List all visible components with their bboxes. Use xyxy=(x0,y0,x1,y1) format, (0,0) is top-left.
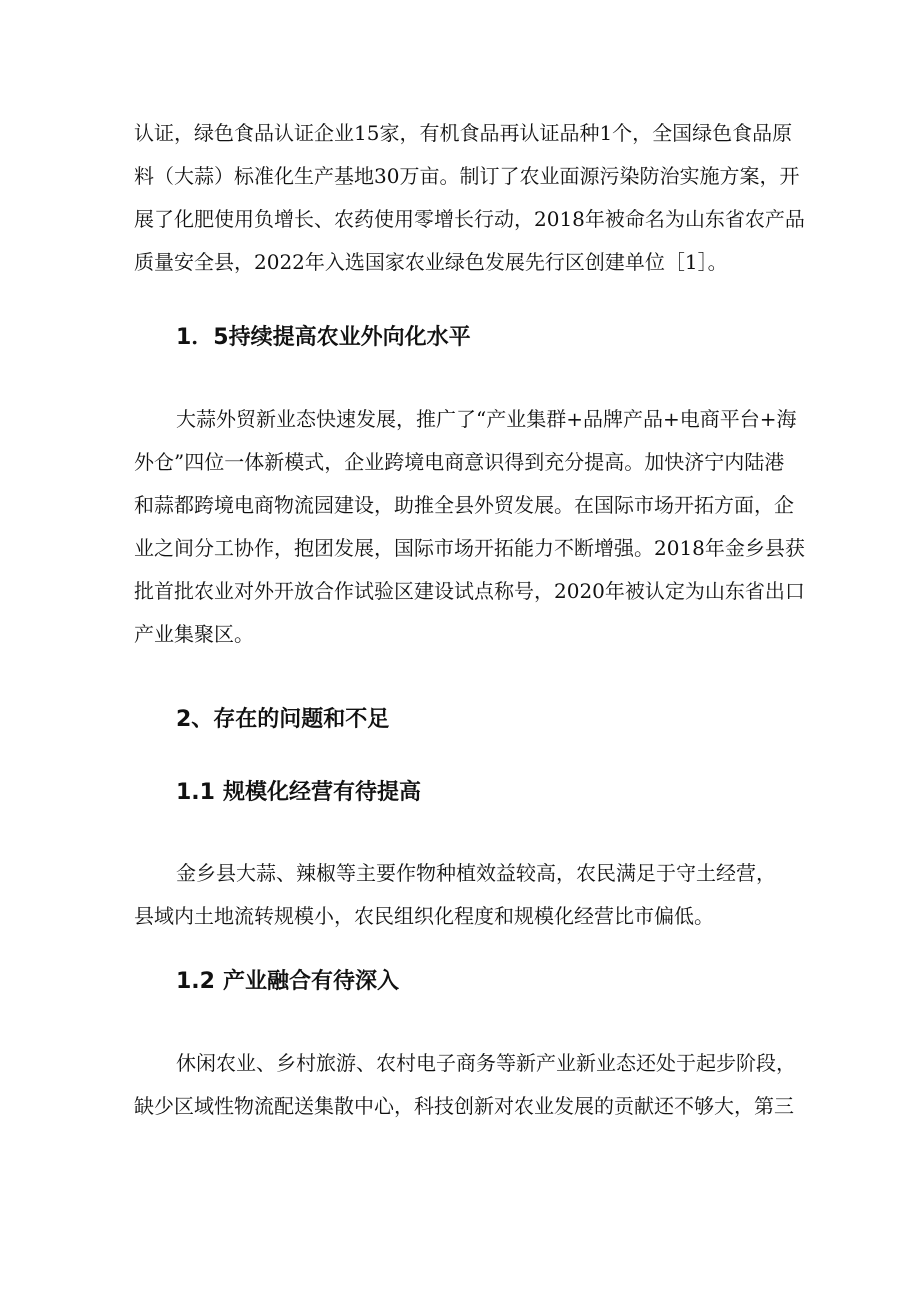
heading-title: 产业融合有待深入 xyxy=(223,969,400,994)
paragraph-line: 产业集聚区。 xyxy=(134,622,254,646)
paragraph-line: 认证，绿色食品认证企业15家，有机食品再认证品种1个，全国绿色食品原 xyxy=(134,121,793,145)
heading-number: 1.1 xyxy=(176,780,215,805)
paragraph-line: 休闲农业、乡村旅游、农村电子商务等新产业新业态还处于起步阶段， xyxy=(176,1051,796,1075)
paragraph-line: 大蒜外贸新业态快速发展，推广了“产业集群+品牌产品+电商平台+海 xyxy=(176,407,797,431)
paragraph-line: 金乡县大蒜、辣椒等主要作物种植效益较高，农民满足于守土经营， xyxy=(176,861,776,885)
paragraph-line: 料（大蒜）标准化生产基地30万亩。制订了农业面源污染防治实施方案，开 xyxy=(134,164,800,188)
paragraph-foreign-trade xyxy=(134,398,805,656)
paragraph-scale-operation xyxy=(134,852,794,938)
section-heading-1-5: 1．5持续提高农业外向化水平 xyxy=(176,325,471,350)
section-heading-1-2 xyxy=(176,967,399,997)
paragraph-line: 展了化肥使用负增长、农药使用零增长行动，2018年被命名为山东省农产品 xyxy=(134,207,805,231)
paragraph-line: 质量安全县，2022年入选国家农业绿色发展先行区创建单位［1］。 xyxy=(134,250,728,274)
paragraph-line: 和蒜都跨境电商物流园建设，助推全县外贸发展。在国际市场开拓方面，企 xyxy=(134,493,794,517)
paragraph-line: 外仓”四位一体新模式，企业跨境电商意识得到充分提高。加快济宁内陆港 xyxy=(134,450,785,474)
paragraph-line: 批首批农业对外开放合作试验区建设试点称号，2020年被认定为山东省出口 xyxy=(134,579,805,603)
paragraph-line: 业之间分工协作，抱团发展，国际市场开拓能力不断增强。2018年金乡县获 xyxy=(134,536,805,560)
paragraph-line: 县域内土地流转规模小，农民组织化程度和规模化经营比市偏低。 xyxy=(134,904,714,928)
section-heading-1-1 xyxy=(176,778,421,808)
paragraph-line: 缺少区域性物流配送集散中心，科技创新对农业发展的贡献还不够大，第三 xyxy=(134,1094,794,1118)
paragraph-industry-integration xyxy=(134,1042,794,1128)
heading-title: 规模化经营有待提高 xyxy=(223,780,422,805)
paragraph-green-certification xyxy=(134,112,805,284)
heading-number: 1.2 xyxy=(176,969,215,994)
section-heading-2: 2、存在的问题和不足 xyxy=(176,707,390,732)
